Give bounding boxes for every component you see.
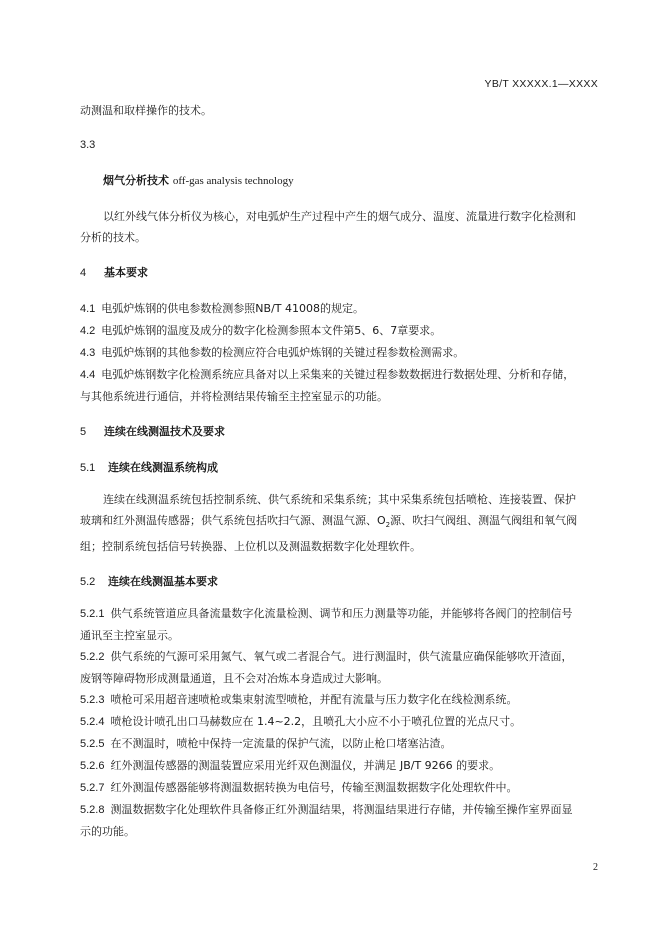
document-body bbox=[80, 100, 582, 842]
clause-text: 红外测温传感器的测温装置应采用光纤双色测温仪，并满足 JB/T 9266 的要求。 bbox=[110, 759, 501, 773]
section-4-clauses bbox=[80, 298, 582, 407]
clause-number: 5.2.2 bbox=[80, 651, 105, 664]
term-title bbox=[80, 170, 582, 192]
clause-5-2-8 bbox=[80, 799, 582, 842]
clause-text: 喷枪设计喷孔出口马赫数应在 1.4~2.2，且喷孔大小应不小于喷孔位置的光点尺寸。 bbox=[110, 715, 522, 729]
clause-text: 喷枪可采用超音速喷枪或集束射流型喷枪，并配有流量与压力数字化在线检测系统。 bbox=[110, 693, 518, 707]
clause-4-3 bbox=[80, 342, 582, 364]
section-5-heading bbox=[80, 421, 582, 443]
clause-number: 5.2.5 bbox=[80, 738, 105, 751]
section-3-3-number: 3.3 bbox=[80, 139, 96, 151]
clause-number: 5.2.7 bbox=[80, 782, 105, 795]
clause-5-2-3 bbox=[80, 689, 582, 711]
clause-number: 4.2 bbox=[80, 325, 96, 337]
clause-text: 供气系统管道应具备流量数字化流量检测、调节和压力测量等功能，并能够将各阀门的控制信号通讯至主控室显示。 bbox=[80, 607, 573, 643]
term-en: off-gas analysis technology bbox=[172, 175, 294, 187]
clause-4-4 bbox=[80, 364, 582, 407]
section-5-1-number: 5.1 bbox=[80, 462, 96, 474]
clause-text: 在不测温时，喷枪中保持一定流量的保护气流，以防止枪口堵塞沾渣。 bbox=[110, 737, 452, 751]
clause-number: 5.2.4 bbox=[80, 716, 105, 729]
clause-4-2 bbox=[80, 320, 582, 342]
clause-5-2-5 bbox=[80, 733, 582, 755]
clause-5-2-6 bbox=[80, 755, 582, 777]
clause-text: 测温数据数字化处理软件具备修正红外测温结果，将测温结果进行存储，并传输至操作室界面显示的功能。 bbox=[80, 803, 573, 839]
clause-text: 电弧炉炼钢数字化检测系统应具备对以上采集来的关键过程参数数据进行数据处理、分析和存储，与其他系统进行通信，并将检测结果传输至主控室显示的功能。 bbox=[80, 368, 575, 403]
clause-5-2-7 bbox=[80, 777, 582, 799]
clause-5-2-2 bbox=[80, 646, 582, 689]
clause-number: 5.2.6 bbox=[80, 760, 105, 773]
section-5-1-title: 连续在线测温系统构成 bbox=[108, 461, 218, 474]
section-5-2-heading bbox=[80, 571, 582, 593]
clause-number: 5.2.1 bbox=[80, 608, 105, 621]
clause-5-2-4 bbox=[80, 711, 582, 733]
section-4-title: 基本要求 bbox=[104, 266, 148, 279]
term-zh: 烟气分析技术 bbox=[103, 174, 169, 187]
clause-text: 红外测温传感器能够将测温数据转换为电信号，传输至测温数据数字化处理软件中。 bbox=[110, 781, 518, 795]
clause-number: 5.2.8 bbox=[80, 804, 105, 817]
clause-text: 电弧炉炼钢的温度及成分的数字化检测参照本文件第5、6、7章要求。 bbox=[101, 324, 442, 337]
clause-number: 5.2.3 bbox=[80, 694, 105, 707]
clause-number: 4.4 bbox=[80, 369, 96, 381]
clause-4-1 bbox=[80, 298, 582, 320]
section-5-2-clauses bbox=[80, 603, 582, 842]
doc-code: YB/T XXXXX.1—XXXX bbox=[484, 78, 598, 90]
clause-number: 4.3 bbox=[80, 347, 96, 359]
clause-5-2-1 bbox=[80, 603, 582, 646]
intro-tail: 动测温和取样操作的技术。 bbox=[80, 104, 212, 117]
term-definition: 以红外线气体分析仪为核心，对电弧炉生产过程中产生的烟气成分、温度、流量进行数字化检测和分析的技术。 bbox=[80, 210, 576, 244]
clause-text: 供气系统的气源可采用氮气、氧气或二者混合气。进行测温时，供气流量应确保能够吹开渣面，废钢等障碍物形成测量通道，且不会对冶炼本身造成过大影响。 bbox=[80, 650, 573, 686]
clause-text: 电弧炉炼钢的供电参数检测参照NB/T 41008的规定。 bbox=[101, 302, 364, 315]
section-5-1-heading bbox=[80, 457, 582, 479]
clause-text: 电弧炉炼钢的其他参数的检测应符合电弧炉炼钢的关键过程参数检测需求。 bbox=[101, 346, 465, 359]
section-5-title: 连续在线测温技术及要求 bbox=[104, 425, 225, 438]
section-5-2-number: 5.2 bbox=[80, 576, 96, 589]
section-5-1-body bbox=[80, 489, 582, 557]
page-number: 2 bbox=[593, 862, 598, 873]
body-text-part1: 连续在线测温系统包括控制系统、供气系统和采集系统；其中采集系统包括喷枪、连接装置、保护玻璃和红外测温传感器；供气系统包括吹扫气源、测温气源、O bbox=[80, 493, 576, 527]
section-4-heading bbox=[80, 262, 582, 284]
section-4-number: 4 bbox=[80, 267, 87, 279]
section-5-number: 5 bbox=[80, 426, 87, 438]
section-5-2-title: 连续在线测温基本要求 bbox=[108, 575, 218, 589]
o2-subscript: 2 bbox=[385, 521, 391, 530]
clause-number: 4.1 bbox=[80, 303, 96, 315]
body-text-part2: 源、吹扫气阀组、测温气阀组和氧气阀组；控制系统包括信号转换器、上位机以及测温数据数字化处理软件。 bbox=[80, 514, 578, 554]
